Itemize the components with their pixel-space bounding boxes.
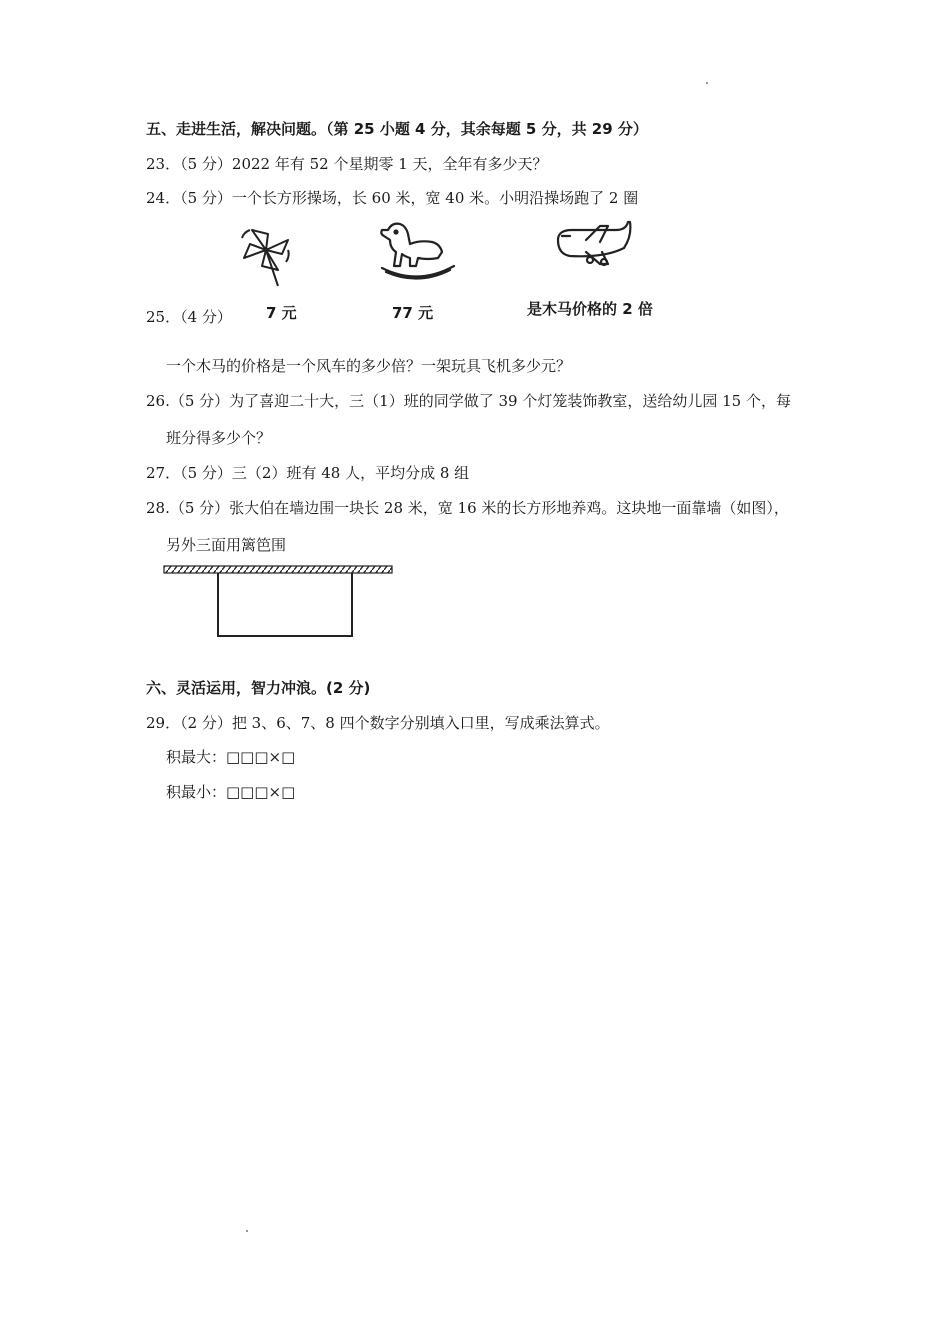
question-28-line2: 另外三面用篱笆围	[166, 536, 287, 554]
scan-dot-top	[706, 82, 708, 84]
pinwheel-icon	[238, 224, 296, 290]
question-28-line1: 28.（5 分）张大伯在墙边围一块长 28 米，宽 16 米的长方形地养鸡。这块地一面靠墙（如图），	[146, 499, 789, 517]
question-29-max: 积最大：□□□×□	[166, 748, 296, 766]
scan-dot-bottom	[246, 1230, 248, 1232]
question-26-line1: 26.（5 分）为了喜迎二十大，三（1）班的同学做了 39 个灯笼装饰教室，送给幼儿园 15 个，每	[146, 392, 791, 410]
question-25-text: 一个木马的价格是一个风车的多少倍？一架玩具飞机多少元？	[166, 357, 572, 375]
toy-airplane-icon	[552, 220, 632, 276]
toy-airplane-price: 是木马价格的 2 倍	[527, 300, 653, 318]
question-29: 29．（2 分）把 3、6、7、8 四个数字分别填入口里，写成乘法算式。	[146, 714, 610, 732]
question-23: 23．（5 分）2022 年有 52 个星期零 1 天，全年有多少天？	[146, 155, 548, 173]
wall-fence-diagram	[162, 562, 394, 642]
fence	[218, 573, 352, 636]
section-5-title: 五、走进生活，解决问题。（第 25 小题 4 分，其余每题 5 分，共 29 分）	[146, 120, 648, 138]
question-25-label: 25．（4 分）	[146, 308, 232, 326]
question-26-line2: 班分得多少个？	[166, 429, 272, 447]
pinwheel-price: 7 元	[266, 304, 297, 322]
question-24: 24．（5 分）一个长方形操场，长 60 米，宽 40 米。小明沿操场跑了 2 圈	[146, 189, 639, 207]
section-6-title: 六、灵活运用，智力冲浪。(2 分)	[146, 679, 371, 697]
rocking-horse-price: 77 元	[392, 304, 434, 322]
rocking-horse-icon	[378, 220, 458, 284]
wall	[164, 566, 392, 573]
question-29-min: 积最小：□□□×□	[166, 783, 296, 801]
question-27: 27．（5 分）三（2）班有 48 人，平均分成 8 组	[146, 464, 470, 482]
